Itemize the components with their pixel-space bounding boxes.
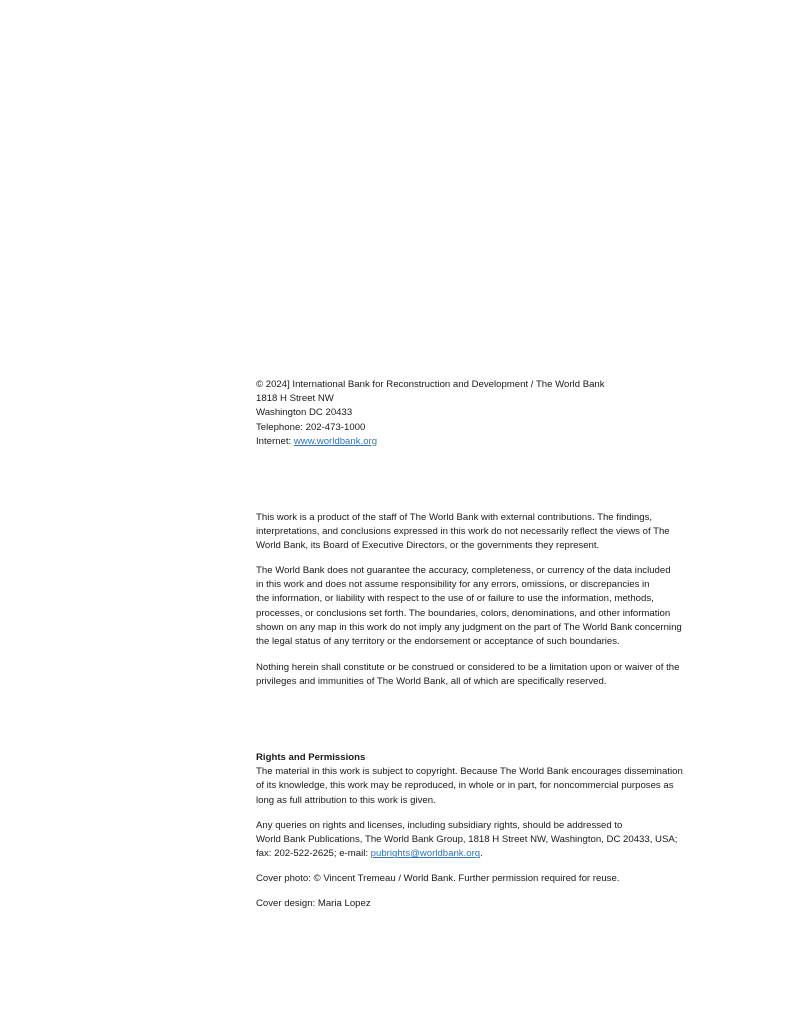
text-line [256, 847, 696, 861]
text-line: the legal status of any territory or the endorsement or acceptance of such boundaries. [256, 636, 620, 648]
text-line: The World Bank does not guarantee the accuracy, completeness, or currency of the data included [256, 565, 671, 576]
internet-label: Internet: [256, 435, 294, 447]
text-line: shown on any map in this work do not imply any judgment on the part of The World Bank concerning [256, 621, 682, 633]
text-line: long as full attribution to this work is given. [256, 794, 436, 806]
text-line: in this work and does not assume responsibility for any errors, omissions, or discrepancies in [256, 579, 650, 591]
text-line: interpretations, and conclusions expressed in this work do not necessarily reflect the views of The [256, 526, 670, 538]
text-line: World Bank, its Board of Executive Directors, or the governments they represent. [256, 540, 600, 552]
cover-photo-line: Cover photo: © Vincent Tremeau / World Bank. Further permission required for reuse. [256, 873, 620, 884]
copyright-line: © 2024] International Bank for Reconstruction and Development / The World Bank [256, 379, 605, 390]
pubrights-email-link[interactable]: pubrights@worldbank.org [370, 848, 481, 860]
text-line: privileges and immunities of The World Bank, all of which are specifically reserved. [256, 676, 607, 688]
publisher-address-block [256, 378, 696, 449]
cover-design-line: Cover design: Maria Lopez [256, 898, 371, 909]
worldbank-website-link[interactable]: www.worldbank.org [293, 435, 378, 447]
rights-heading: Rights and Permissions [256, 752, 366, 763]
rights-queries-paragraph [256, 819, 696, 862]
text-line: Nothing herein shall constitute or be construed or considered to be a limitation upon or waiver of the [256, 662, 680, 673]
street-address: 1818 H Street NW [256, 393, 334, 405]
cover-photo-credit [256, 872, 696, 886]
disclaimer-paragraph-2 [256, 564, 696, 649]
text-line: The material in this work is subject to copyright. Because The World Bank encourages dissemination [256, 766, 683, 778]
text-line: Any queries on rights and licenses, including subsidiary rights, should be addressed to [256, 820, 623, 831]
cover-design-credit [256, 897, 696, 911]
fax-email-suffix: . [480, 848, 483, 860]
text-line: World Bank Publications, The World Bank Group, 1818 H Street NW, Washington, DC 20433, USA; [256, 834, 678, 846]
disclaimer-paragraph-1 [256, 511, 696, 554]
fax-email-prefix: fax: 202-522-2625; e-mail: [256, 848, 371, 860]
internet-line [256, 435, 696, 449]
text-line: This work is a product of the staff of The World Bank with external contributions. The findings, [256, 512, 653, 523]
city-address: Washington DC 20433 [256, 407, 353, 419]
text-line: of its knowledge, this work may be reproduced, in whole or in part, for noncommercial purposes as [256, 780, 674, 792]
telephone-line: Telephone: 202-473-1000 [256, 421, 366, 433]
text-line: processes, or conclusions set forth. The boundaries, colors, denominations, and other information [256, 607, 671, 619]
text-line: the information, or liability with respect to the use of or failure to use the information, methods, [256, 593, 654, 605]
rights-and-permissions-section [256, 751, 696, 808]
disclaimer-paragraph-3 [256, 661, 696, 689]
